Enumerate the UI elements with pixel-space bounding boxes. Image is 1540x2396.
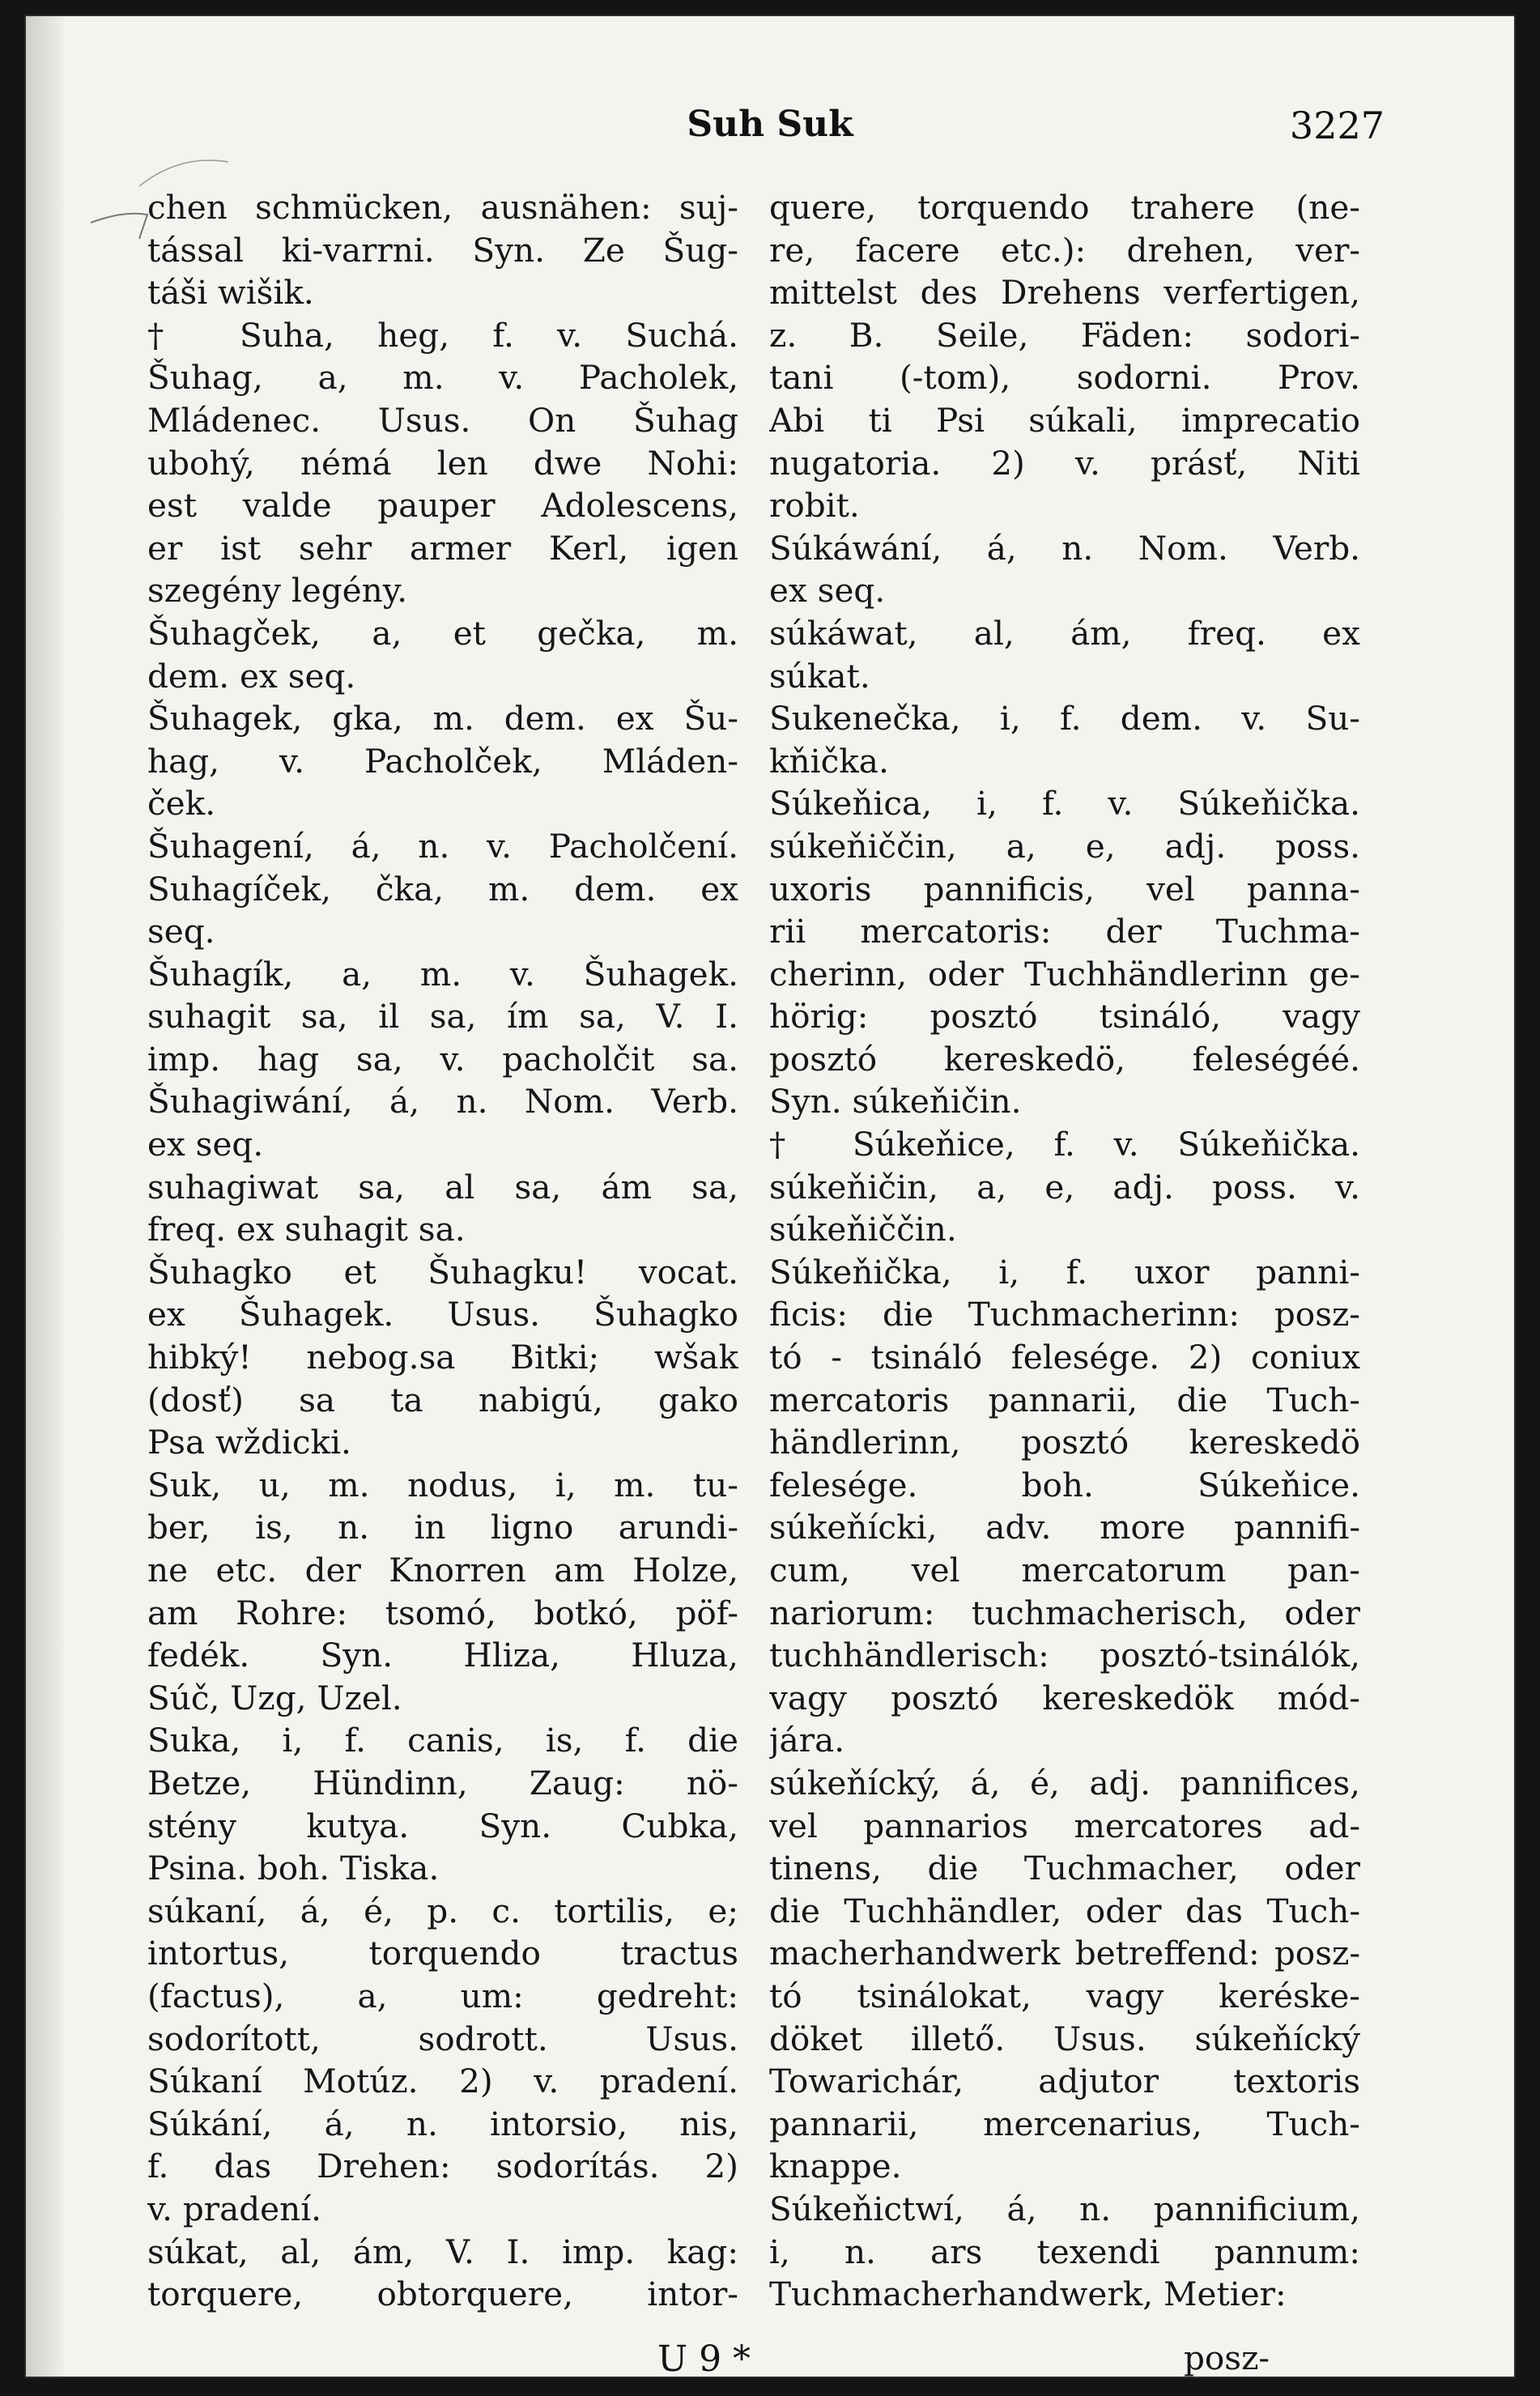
text-line: ficis: die Tuchmacherinn: posz- (769, 1295, 1360, 1334)
text-line: Sukenečka, i, f. dem. v. Su- (769, 699, 1360, 738)
right-column (769, 186, 1360, 2316)
text-line: ex seq. (147, 1125, 264, 1164)
text-line: Suk, u, m. nodus, i, m. tu- (147, 1465, 738, 1504)
text-line: cherinn, oder Tuchhändlerinn ge- (769, 954, 1360, 994)
left-column (147, 186, 738, 2316)
text-line: Betze, Hündinn, Zaug: nö- (147, 1763, 738, 1802)
text-line: Šuhagík, a, m. v. Šuhagek. (147, 954, 738, 994)
text-line: Súkeňička, i, f. uxor panni- (769, 1252, 1360, 1292)
text-line: Psina. boh. Tiska. (147, 1849, 440, 1888)
text-line: súkeňícký, á, é, adj. pannifices, (769, 1763, 1360, 1802)
text-line: ne etc. der Knorren am Holze, (147, 1551, 738, 1590)
text-line: tással ki-varrni. Syn. Ze Šug- (147, 230, 738, 270)
text-line: Súkaní Motúz. 2) v. pradení. (147, 2062, 738, 2101)
text-line: (dosť) sa ta nabigú, gako (147, 1380, 738, 1419)
text-line: tinens, die Tuchmacher, oder (769, 1849, 1360, 1888)
text-line: cum, vel mercatorum pan- (769, 1551, 1360, 1590)
text-line: am Rohre: tsomó, botkó, pöf- (147, 1593, 738, 1632)
text-line: Syn. súkeňičin. (769, 1082, 1022, 1121)
text-line: die Tuchhändler, oder das Tuch- (769, 1891, 1360, 1930)
text-line: Súkání, á, n. intorsio, nis, (147, 2104, 738, 2143)
text-line: z. B. Seile, Fäden: sodori- (769, 315, 1360, 355)
text-line: freq. ex suhagit sa. (147, 1210, 466, 1249)
text-line: Súkeňictwí, á, n. pannificium, (769, 2189, 1360, 2228)
catchword: posz- (1184, 2339, 1270, 2377)
text-line: kňička. (769, 741, 889, 781)
text-line: felesége. boh. Súkeňice. (769, 1465, 1360, 1504)
text-line: nugatoria. 2) v. prásť, Niti (769, 443, 1360, 483)
text-line: súkat, al, ám, V. I. imp. kag: (147, 2232, 738, 2271)
text-line: jára. (769, 1721, 845, 1760)
text-line: robit. (769, 486, 860, 526)
text-line: ček. (147, 784, 216, 823)
text-line: Šuhagení, á, n. v. Pacholčení. (147, 826, 738, 866)
text-line: nariorum: tuchmacherisch, oder (769, 1593, 1360, 1632)
text-line: chen schmücken, ausnähen: suj- (147, 188, 738, 227)
text-line: ex seq. (769, 571, 886, 611)
text-line: i, n. ars texendi pannum: (769, 2232, 1360, 2271)
text-line: vel pannarios mercatores ad- (769, 1806, 1360, 1845)
text-line: Abi ti Psi súkali, imprecatio (769, 400, 1360, 440)
text-line: mittelst des Drehens verfertigen, (769, 273, 1360, 313)
running-head: Suh Suk (687, 104, 853, 145)
text-line: hörig: posztó tsináló, vagy (769, 997, 1360, 1036)
text-line: Šuhagek, gka, m. dem. ex Šu- (147, 699, 738, 738)
text-line: imp. hag sa, v. pacholčit sa. (147, 1039, 738, 1079)
text-line: szegény legény. (147, 571, 408, 611)
text-line: súkeňičin, a, e, adj. poss. v. (769, 1167, 1360, 1207)
text-line: Suka, i, f. canis, is, f. die (147, 1721, 738, 1760)
text-line: intortus, torquendo tractus (147, 1934, 738, 1973)
text-line: hibký! nebog.sa Bitki; wšak (147, 1338, 738, 1377)
text-line: mercatoris pannarii, die Tuch- (769, 1380, 1360, 1419)
text-line: † Suha, heg, f. v. Suchá. (147, 315, 738, 355)
text-line: súkeňiččin. (769, 1210, 957, 1249)
text-line: Súkeňica, i, f. v. Súkeňička. (769, 784, 1360, 823)
text-line: ubohý, némá len dwe Nohi: (147, 443, 738, 483)
text-line: dem. ex seq. (147, 656, 356, 696)
page-header (26, 104, 1514, 152)
text-line: pannarii, mercenarius, Tuch- (769, 2104, 1360, 2143)
text-line: súkeňiččin, a, e, adj. poss. (769, 826, 1360, 866)
text-line: posztó kereskedö, feleségéé. (769, 1039, 1360, 1079)
text-line: est valde pauper Adolescens, (147, 486, 738, 526)
text-line: v. pradení. (147, 2189, 322, 2228)
text-line: Súč, Uzg, Uzel. (147, 1678, 402, 1717)
text-line: händlerinn, posztó kereskedö (769, 1423, 1360, 1462)
text-line: Šuhag, a, m. v. Pacholek, (147, 358, 738, 398)
text-line: súkáwat, al, ám, freq. ex (769, 613, 1360, 653)
dictionary-page (26, 16, 1514, 2380)
text-line: ex Šuhagek. Usus. Šuhagko (147, 1295, 738, 1334)
text-line: uxoris pannificis, vel panna- (769, 869, 1360, 909)
text-line: tó tsinálokat, vagy keréske- (769, 1976, 1360, 2015)
text-line: er ist sehr armer Kerl, igen (147, 528, 738, 568)
text-line: hag, v. Pacholček, Mláden- (147, 741, 738, 781)
text-line: fedék. Syn. Hliza, Hluza, (147, 1636, 738, 1675)
text-line: Psa wždicki. (147, 1423, 351, 1462)
text-line: súkaní, á, é, p. c. tortilis, e; (147, 1891, 738, 1930)
text-line: Šuhagko et Šuhagku! vocat. (147, 1252, 738, 1292)
text-line: Suhagíček, čka, m. dem. ex (147, 869, 738, 909)
text-line: (factus), a, um: gedreht: (147, 1976, 738, 2015)
text-line: re, facere etc.): drehen, ver- (769, 230, 1360, 270)
page-number: 3227 (1289, 104, 1385, 147)
text-line: knappe. (769, 2147, 902, 2186)
page-gutter (26, 16, 63, 2377)
text-line: Towarichár, adjutor textoris (769, 2062, 1360, 2101)
text-line: Tuchmacherhandwerk, Metier: (769, 2275, 1287, 2314)
text-line: vagy posztó kereskedök mód- (769, 1678, 1360, 1717)
text-line: ber, is, n. in ligno arundi- (147, 1508, 738, 1547)
text-line: quere, torquendo trahere (ne- (769, 188, 1360, 227)
text-line: táši wišik. (147, 273, 314, 313)
text-line: döket illető. Usus. súkeňícký (769, 2019, 1360, 2058)
text-line: seq. (147, 912, 215, 951)
text-line: f. das Drehen: sodorítás. 2) (147, 2147, 738, 2186)
text-line: súkat. (769, 656, 870, 696)
text-line: tó - tsináló felesége. 2) coniux (769, 1338, 1360, 1377)
text-line: torquere, obtorquere, intor- (147, 2275, 738, 2314)
text-line: Šuhagiwání, á, n. Nom. Verb. (147, 1082, 738, 1121)
text-line: suhagit sa, il sa, ím sa, V. I. (147, 997, 738, 1036)
printer-signature: U 9 * (657, 2339, 751, 2380)
text-line: sodorított, sodrott. Usus. (147, 2019, 738, 2058)
text-line: súkeňícki, adv. more pannifi- (769, 1508, 1360, 1547)
text-line: tuchhändlerisch: posztó-tsinálók, (769, 1636, 1360, 1675)
text-line: stény kutya. Syn. Cubka, (147, 1806, 738, 1845)
text-line: Súkáwání, á, n. Nom. Verb. (769, 528, 1360, 568)
text-line: rii mercatoris: der Tuchma- (769, 912, 1360, 951)
text-line: macherhandwerk betreffend: posz- (769, 1934, 1360, 1973)
text-line: suhagiwat sa, al sa, ám sa, (147, 1167, 738, 1207)
text-line: Šuhagček, a, et gečka, m. (147, 613, 738, 653)
text-line: tani (-tom), sodorni. Prov. (769, 358, 1360, 398)
text-line: † Súkeňice, f. v. Súkeňička. (769, 1125, 1360, 1164)
text-line: Mládenec. Usus. On Šuhag (147, 400, 738, 440)
